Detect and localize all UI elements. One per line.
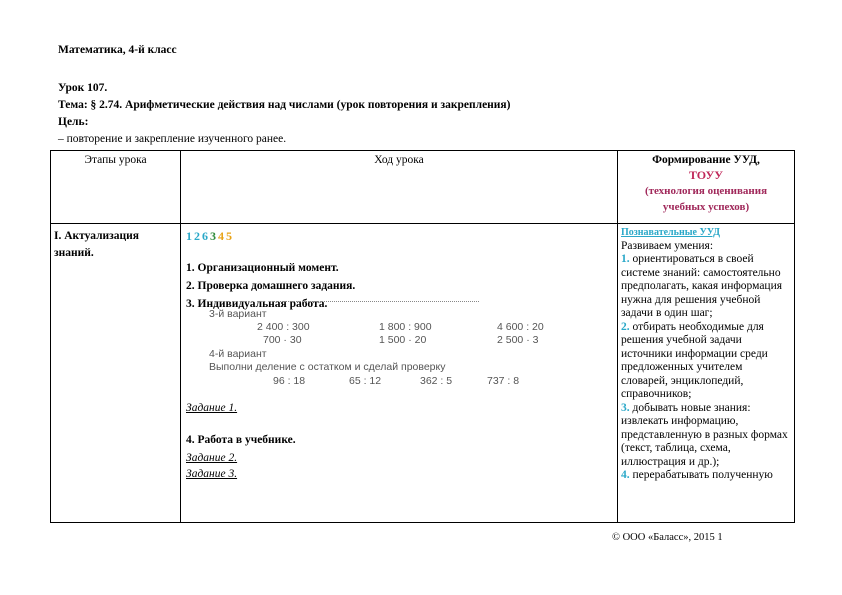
step-1: 1. Организационный момент. (186, 262, 339, 274)
uud-cell (618, 224, 795, 523)
exercise-cell: 1 800 : 900 (379, 321, 432, 333)
uud-item-text: перерабатывать полученную (629, 469, 773, 481)
tou-number: 5 (226, 229, 234, 243)
tou-number: 6 (202, 229, 210, 243)
uud-item-number: 2. (621, 320, 630, 333)
tou-number: 3 (210, 229, 218, 243)
variant-4-label: 4-й вариант (209, 348, 267, 360)
exercise-cell: 737 : 8 (487, 375, 520, 387)
stage-cell: I. Актуализация знаний. (51, 224, 181, 523)
uud-header-line1: Формирование УУД, (652, 154, 760, 166)
uud-item (621, 321, 791, 402)
step-2: 2. Проверка домашнего задания. (186, 280, 356, 292)
goal-label: Цель: (58, 116, 89, 128)
exercise-cell: 96 : 18 (273, 375, 306, 387)
uud-item-text: добывать новые знания: извлекать информацию, представленную в разных формах (текст, таблица, схема, иллюстрация и др.); (621, 401, 788, 468)
uud-item-text: ориентироваться в своей системе знаний: самостоятельно предполагать, какая информация нужна для решения учебной задачи в один шаг; (621, 253, 783, 319)
toou-sub-line2: учебных успехов) (662, 201, 750, 213)
toou-header: ТОУУ (688, 168, 724, 182)
goal-text: – повторение и закрепление изученного ранее. (58, 133, 287, 145)
lesson-table (50, 150, 795, 523)
variant-3-label: 3-й вариант (209, 308, 267, 320)
uud-item-number: 3. (621, 401, 630, 414)
step-4: 4. Работа в учебнике. (186, 434, 296, 446)
lesson-number: Урок 107. (58, 82, 108, 94)
col-progress-header: Ход урока (181, 151, 618, 224)
tou-number: 4 (218, 229, 226, 243)
tou-numbers (186, 229, 234, 244)
lesson-theme: Тема: § 2.74. Арифметические действия над числами (урок повторения и закрепления) (58, 99, 511, 111)
col-uud-header (618, 151, 795, 224)
exercise-cell: 65 : 12 (349, 375, 382, 387)
exercise-cell: 4 600 : 20 (497, 321, 544, 333)
uud-item-number: 4. (621, 469, 630, 481)
uud-item (621, 253, 791, 321)
exercise-cell: 2 500 · 3 (497, 334, 539, 346)
toou-sub-line1: (технология оценивания (644, 185, 768, 197)
exercise-cell: 2 400 : 300 (257, 321, 310, 333)
uud-item (621, 469, 791, 483)
step-3: 3. Индивидуальная работа. (186, 298, 328, 310)
exercise-instruction: Выполни деление с остатком и сделай проверку (209, 361, 446, 373)
task-1-link[interactable]: Задание 1. (186, 402, 238, 414)
table-header-row (51, 151, 795, 224)
uud-item-text: отбирать необходимые для решения учебной задачи источники информации среди предложенных учителем словарей, энциклопедий, справочников; (621, 320, 768, 400)
tou-number: 1 (186, 229, 194, 243)
cropped-line (269, 301, 479, 306)
cognitive-uud-title: Познавательные УУД (621, 227, 721, 238)
subject-title: Математика, 4-й класс (58, 44, 177, 56)
task-2-link[interactable]: Задание 2. (186, 452, 238, 464)
exercise-cell: 700 · 30 (263, 334, 302, 346)
exercise-image (209, 308, 609, 396)
exercise-cell: 1 500 · 20 (379, 334, 427, 346)
copyright-footer: © ООО «Баласс», 2015 1 (612, 532, 723, 543)
tou-number: 2 (194, 229, 202, 243)
lesson-progress-cell (181, 224, 618, 523)
uud-item-number: 1. (621, 253, 630, 265)
uud-intro: Развиваем умения: (621, 239, 714, 252)
table-row (51, 224, 795, 523)
exercise-cell: 362 : 5 (420, 375, 453, 387)
uud-item (621, 402, 791, 470)
task-3-link[interactable]: Задание 3. (186, 468, 238, 480)
col-stages-header: Этапы урока (51, 151, 181, 224)
